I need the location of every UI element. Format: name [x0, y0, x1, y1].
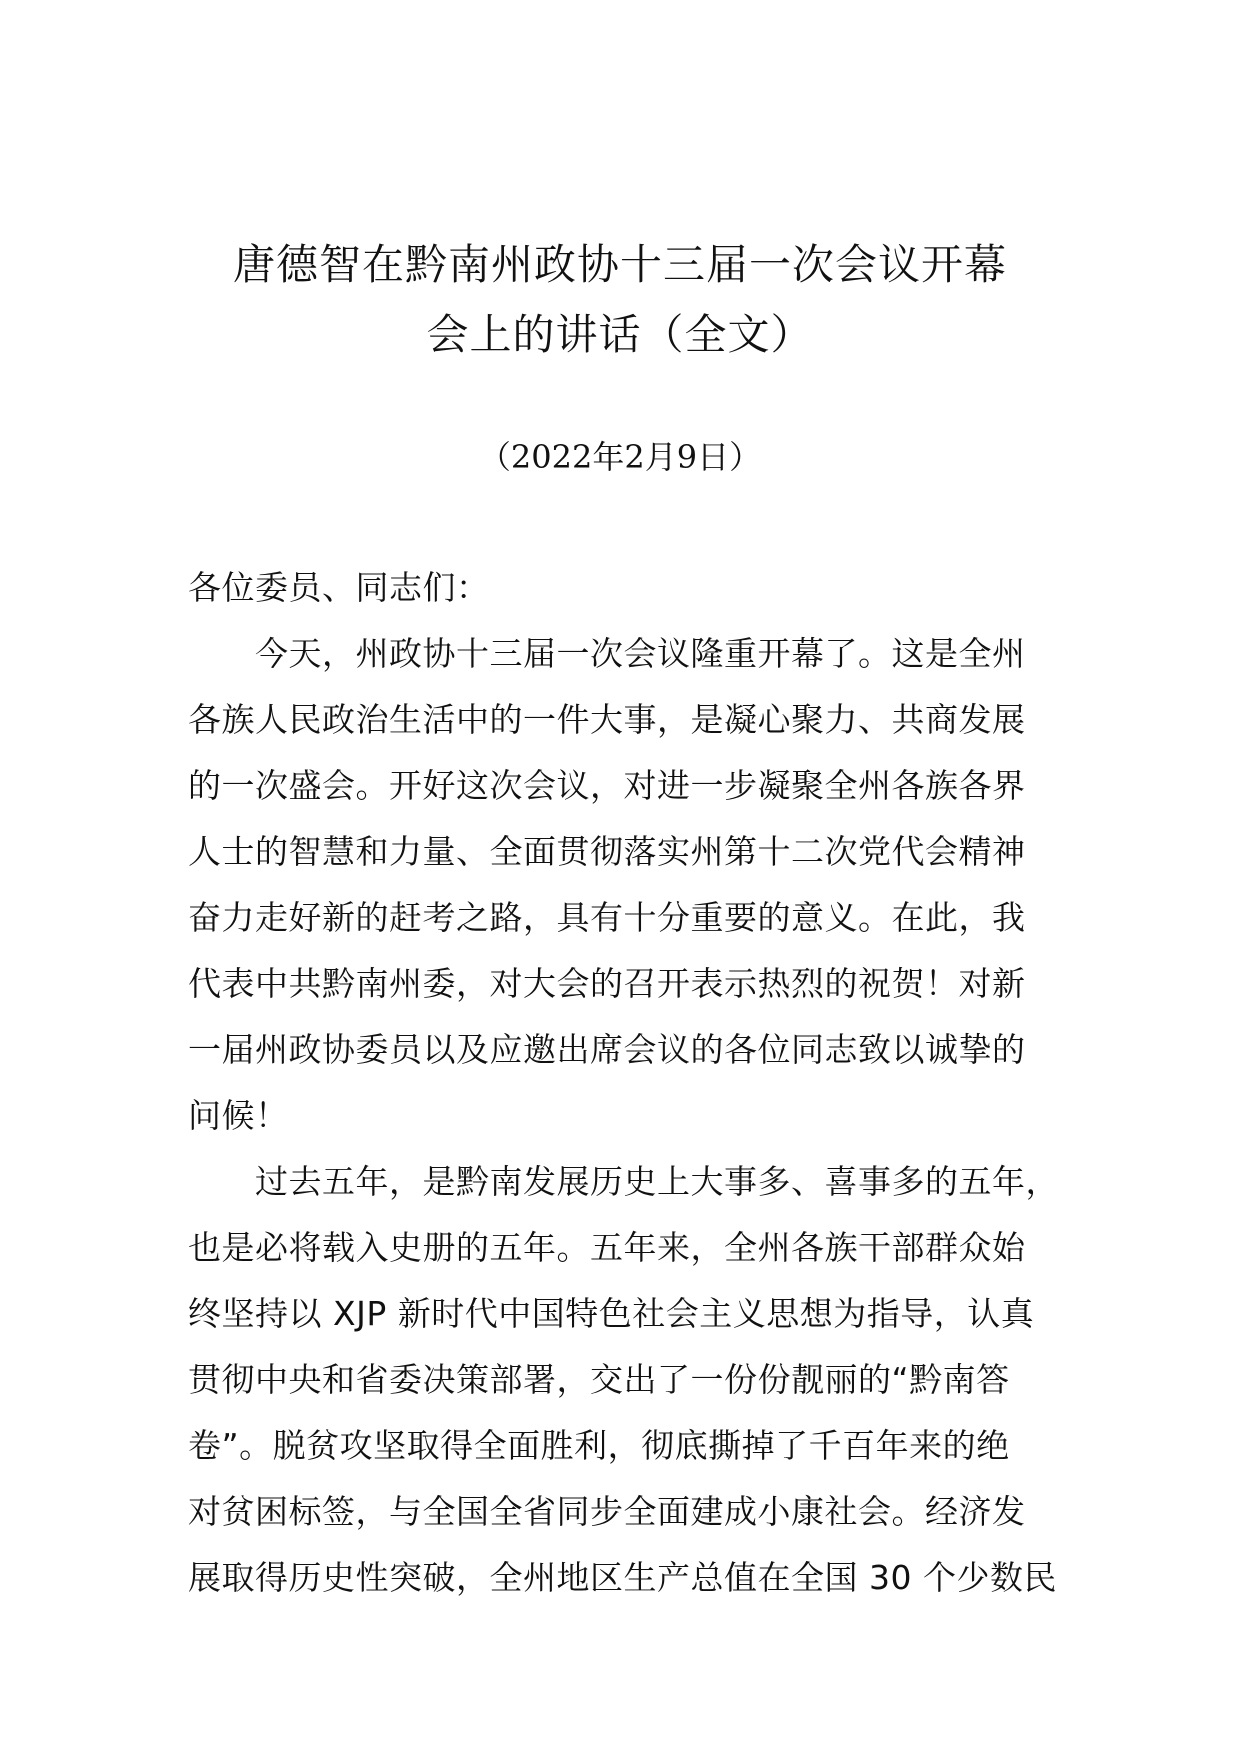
body-line: 终坚持以 XJP 新时代中国特色社会主义思想为指导，认真 — [188, 1294, 1035, 1333]
body-line: 卷”。脱贫攻坚取得全面胜利，彻底撕掉了千百年来的绝 — [188, 1426, 1010, 1465]
salutation: 各位委员、同志们： — [188, 568, 490, 607]
body-line: 奋力走好新的赶考之路，具有十分重要的意义。在此，我 — [188, 898, 1026, 937]
body-line: 过去五年，是黔南发展历史上大事多、喜事多的五年， — [188, 1162, 1059, 1201]
body-line: 也是必将载入史册的五年。五年来，全州各族干部群众始 — [188, 1228, 1026, 1267]
body-line: 贯彻中央和省委决策部署，交出了一份份靓丽的“黔南答 — [188, 1360, 1010, 1399]
body-line: 一届州政协委员以及应邀出席会议的各位同志致以诚挚的 — [188, 1030, 1026, 1069]
body-line: 问候！ — [188, 1096, 289, 1135]
body-line: 对贫困标签，与全国全省同步全面建成小康社会。经济发 — [188, 1492, 1026, 1531]
body-line: 各族人民政治生活中的一件大事，是凝心聚力、共商发展 — [188, 700, 1026, 739]
body-line: 的一次盛会。开好这次会议，对进一步凝聚全州各族各界 — [188, 766, 1026, 805]
document-title-line-2: 会上的讲话（全文） — [426, 310, 814, 359]
body-line: 今天，州政协十三届一次会议隆重开幕了。这是全州 — [188, 634, 1026, 673]
body-line: 人士的智慧和力量、全面贯彻落实州第十二次党代会精神 — [188, 832, 1026, 871]
speech-date: （2022年2月9日） — [478, 438, 762, 476]
document-title-line-1: 唐德智在黔南州政协十三届一次会议开幕 — [232, 240, 1007, 289]
body-line: 展取得历史性突破，全州地区生产总值在全国 30 个少数民 — [188, 1558, 1057, 1597]
body-line: 代表中共黔南州委，对大会的召开表示热烈的祝贺！对新 — [188, 964, 1026, 1003]
